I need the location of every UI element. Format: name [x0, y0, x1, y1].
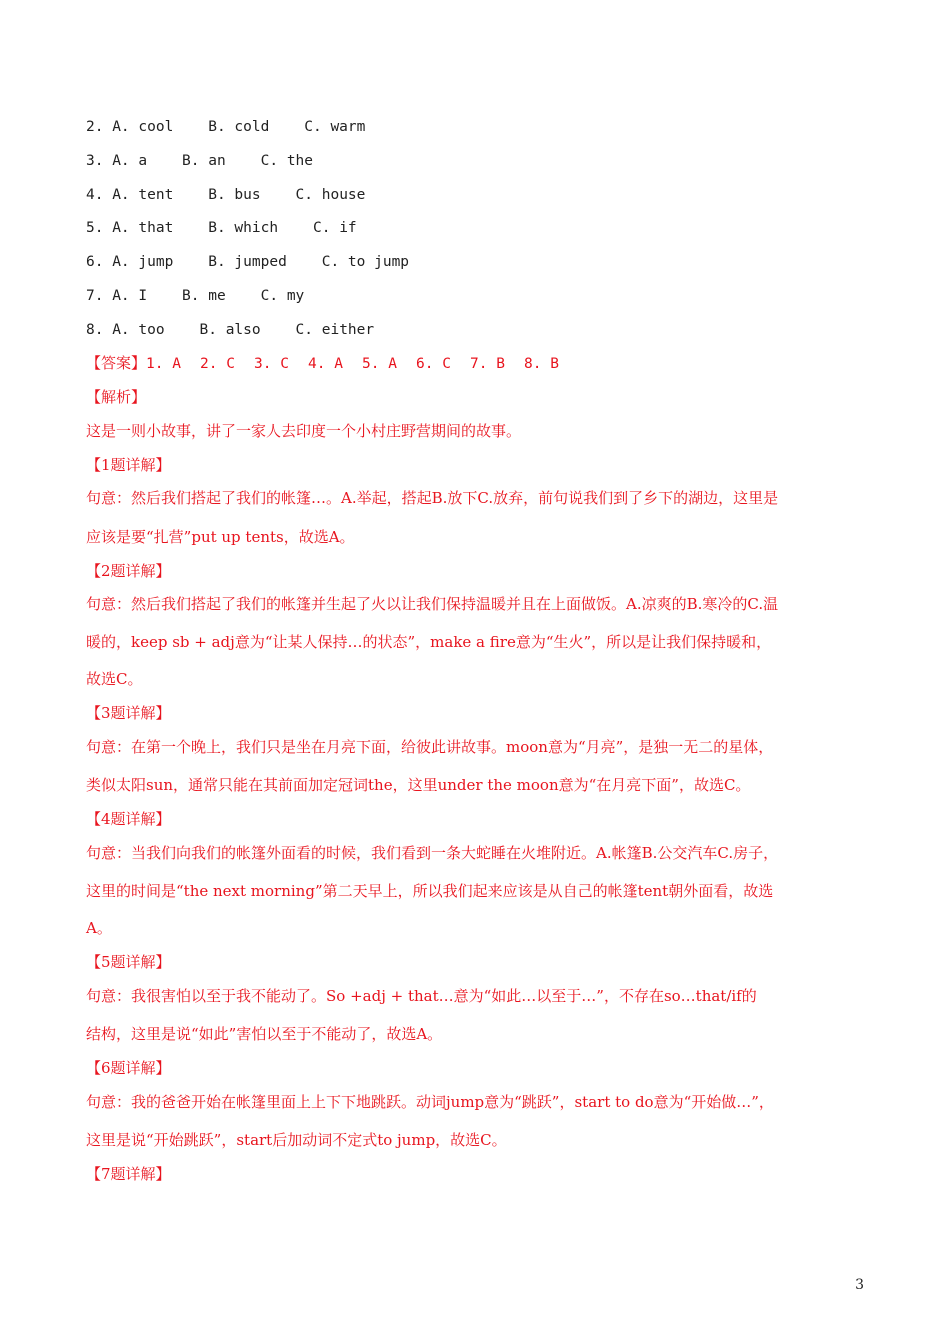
detail-heading-7: 【7题详解】: [86, 1165, 171, 1183]
detail-line: 故选C。: [86, 670, 143, 688]
detail-heading-5: 【5题详解】: [86, 953, 171, 971]
question-number: 6.: [86, 254, 104, 270]
option-row-4: [86, 185, 365, 205]
answer-item: 1. A: [146, 356, 181, 372]
option-row-5: [86, 218, 357, 238]
detail-line: 结构，这里是说“如此”害怕以至于不能动了，故选A。: [86, 1025, 443, 1043]
detail-heading-1: 【1题详解】: [86, 456, 171, 474]
option-a: A. I: [112, 288, 148, 304]
detail-line: 这里的时间是“the next morning”第二天早上，所以我们起来应该是从自己的帐篷tent朝外面看，故选: [86, 882, 774, 900]
detail-line: A。: [86, 919, 112, 937]
detail-line: 句意：当我们向我们的帐篷外面看的时候，我们看到一条大蛇睡在火堆附近。A.帐篷B.公交汽车C.房子，: [86, 844, 779, 862]
answer-item: 8. B: [524, 356, 559, 372]
question-number: 5.: [86, 220, 104, 236]
option-b: B. jumped: [208, 254, 287, 270]
option-b: B. bus: [208, 187, 261, 203]
answer-item: 2. C: [200, 356, 235, 372]
answer-item: 3. C: [254, 356, 289, 372]
detail-line: 这里是说“开始跳跃”，start后加动词不定式to jump，故选C。: [86, 1131, 507, 1149]
answer-item: 7. B: [470, 356, 505, 372]
option-row-7: [86, 286, 304, 306]
option-a: A. that: [112, 220, 174, 236]
option-c: C. if: [313, 220, 357, 236]
option-c: C. my: [260, 288, 305, 304]
option-a: A. a: [112, 153, 148, 169]
answer-item: 4. A: [308, 356, 343, 372]
option-row-3: [86, 151, 313, 171]
answer-item: 6. C: [416, 356, 451, 372]
option-a: A. too: [112, 322, 165, 338]
option-row-6: [86, 252, 409, 272]
answer-line: [86, 353, 559, 374]
option-row-2: [86, 117, 365, 137]
detail-heading-3: 【3题详解】: [86, 704, 171, 722]
detail-heading-6: 【6题详解】: [86, 1059, 171, 1077]
option-b: B. an: [182, 153, 226, 169]
detail-heading-4: 【4题详解】: [86, 810, 171, 828]
question-number: 7.: [86, 288, 104, 304]
option-c: C. house: [295, 187, 366, 203]
page-number: 3: [855, 1277, 864, 1293]
detail-heading-2: 【2题详解】: [86, 562, 171, 580]
question-number: 2.: [86, 119, 104, 135]
question-number: 8.: [86, 322, 104, 338]
detail-line: 句意：我的爸爸开始在帐篷里面上上下下地跳跃。动词jump意为“跳跃”，start to do意为“开始做…”，: [86, 1093, 774, 1111]
option-c: C. the: [260, 153, 314, 169]
option-a: A. cool: [112, 119, 174, 135]
detail-line: 句意：在第一个晚上，我们只是坐在月亮下面，给彼此讲故事。moon意为“月亮”，是独一无二的星体，: [86, 738, 774, 756]
detail-line: 类似太阳sun，通常只能在其前面加定冠词the，这里under the moon意为“在月亮下面”，故选C。: [86, 776, 751, 794]
detail-line: 应该是要“扎营”put up tents，故选A。: [86, 528, 355, 546]
analysis-label: 【解析】: [86, 388, 147, 406]
option-row-8: [86, 320, 374, 340]
analysis-summary: 这是一则小故事，讲了一家人去印度一个小村庄野营期间的故事。: [86, 422, 522, 440]
option-c: C. either: [295, 322, 375, 338]
detail-line: 暖的，keep sb + adj意为“让某人保持…的状态”，make a fire意为“生火”，所以是让我们保持暖和，: [86, 633, 772, 651]
detail-line: 句意：然后我们搭起了我们的帐篷…。A.举起，搭起B.放下C.放弃，前句说我们到了乡下的湖边，这里是: [86, 489, 779, 507]
detail-line: 句意：我很害怕以至于我不能动了。So +adj + that…意为“如此…以至于…”，不存在so…that/if的: [86, 987, 757, 1005]
option-a: A. jump: [112, 254, 174, 270]
answer-label: 【答案】: [86, 354, 147, 372]
question-number: 3.: [86, 153, 104, 169]
option-b: B. also: [199, 322, 261, 338]
answer-item: 5. A: [362, 356, 397, 372]
option-b: B. which: [208, 220, 279, 236]
option-b: B. me: [182, 288, 226, 304]
question-number: 4.: [86, 187, 104, 203]
detail-line: 句意：然后我们搭起了我们的帐篷并生起了火以让我们保持温暖并且在上面做饭。A.凉爽的B.寒冷的C.温: [86, 595, 779, 613]
option-a: A. tent: [112, 187, 174, 203]
option-c: C. to jump: [321, 254, 410, 270]
option-b: B. cold: [208, 119, 270, 135]
option-c: C. warm: [304, 119, 366, 135]
